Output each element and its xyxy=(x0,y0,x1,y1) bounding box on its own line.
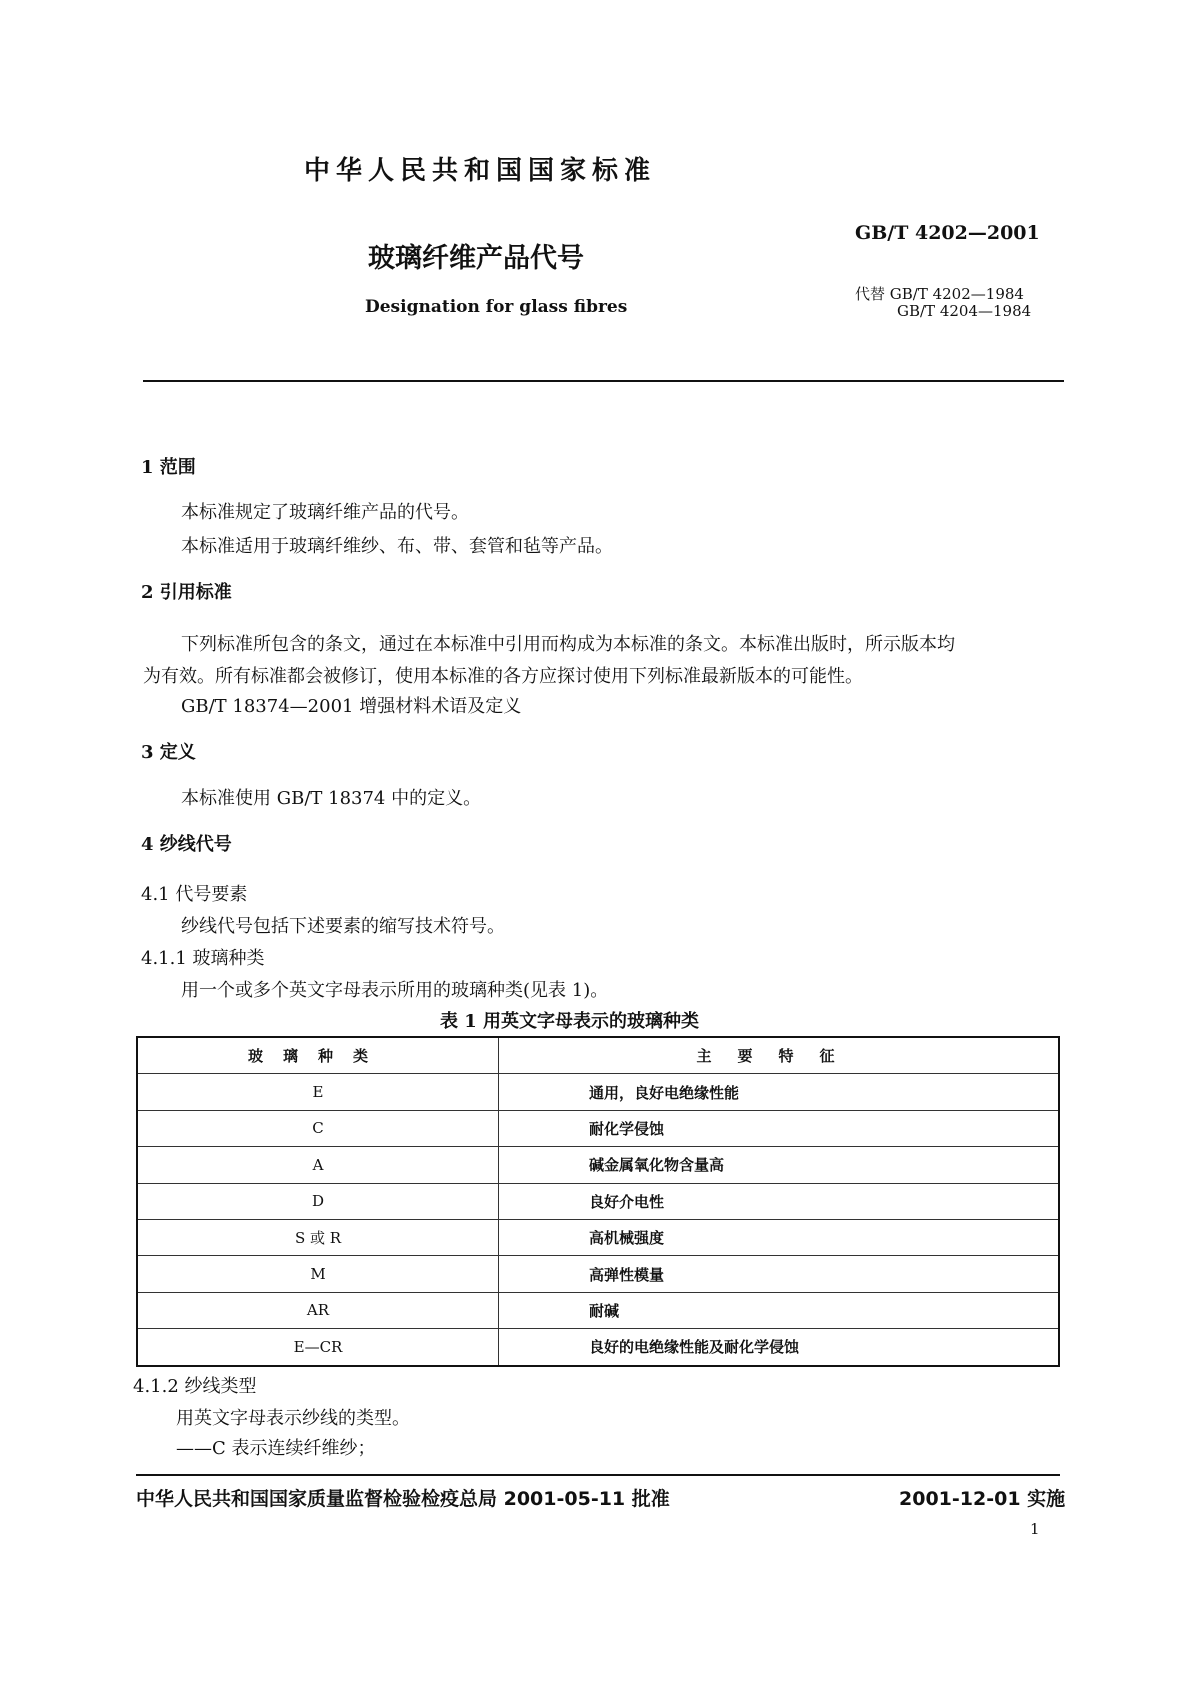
section-3-heading: 3 定义 xyxy=(141,742,196,763)
replaces-standard-1: 代替 GB/T 4202—1984 xyxy=(855,285,1024,303)
approval-issuer: 中华人民共和国国家质量监督检验检疫总局 2001-05-11 批准 xyxy=(136,1488,670,1510)
header-divider xyxy=(143,380,1064,382)
section-2-paragraph-line-2: 为有效。所有标准都会被修订，使用本标准的各方应探讨使用下列标准最新版本的可能性。 xyxy=(143,666,863,687)
glass-type-cell: C xyxy=(137,1110,499,1146)
main-feature-cell: 通用，良好电绝缘性能 xyxy=(499,1074,1060,1110)
main-feature-cell: 耐碱 xyxy=(499,1292,1060,1328)
table-row xyxy=(137,1219,1059,1255)
section-4-heading: 4 纱线代号 xyxy=(141,834,232,855)
glass-type-cell: M xyxy=(137,1256,499,1292)
glass-type-cell: D xyxy=(137,1183,499,1219)
section-2-paragraph-line-1: 下列标准所包含的条文，通过在本标准中引用而构成为本标准的条文。本标准出版时，所示版本均 xyxy=(181,634,955,655)
section-4-1-2-paragraph-2: ——C 表示连续纤维纱； xyxy=(176,1438,376,1459)
section-4-1-heading: 4.1 代号要素 xyxy=(141,884,248,905)
table-row xyxy=(137,1329,1059,1366)
national-standard-heading: 中华人民共和国国家标准 xyxy=(304,156,657,186)
glass-type-cell: E xyxy=(137,1074,499,1110)
table-row xyxy=(137,1074,1059,1110)
main-feature-cell: 良好介电性 xyxy=(499,1183,1060,1219)
section-1-paragraph-2: 本标准适用于玻璃纤维纱、布、带、套管和毡等产品。 xyxy=(181,536,613,557)
table-row xyxy=(137,1256,1059,1292)
main-feature-cell: 高机械强度 xyxy=(499,1219,1060,1255)
page-number: 1 xyxy=(1030,1520,1040,1538)
main-feature-cell: 良好的电绝缘性能及耐化学侵蚀 xyxy=(499,1329,1060,1366)
table-row xyxy=(137,1292,1059,1328)
column-header-main-feature: 主要特征 xyxy=(499,1037,1060,1074)
section-4-1-2-paragraph-1: 用英文字母表示纱线的类型。 xyxy=(176,1408,410,1429)
replaces-standard-2: GB/T 4204—1984 xyxy=(897,302,1032,320)
table-header-row xyxy=(137,1037,1059,1074)
glass-types-table xyxy=(136,1036,1060,1367)
effective-date: 2001-12-01 实施 xyxy=(899,1488,1066,1510)
section-4-1-2-heading: 4.1.2 纱线类型 xyxy=(133,1376,257,1397)
main-feature-cell: 耐化学侵蚀 xyxy=(499,1110,1060,1146)
main-feature-cell: 碱金属氧化物含量高 xyxy=(499,1147,1060,1183)
section-2-heading: 2 引用标准 xyxy=(141,582,232,603)
glass-type-cell: A xyxy=(137,1147,499,1183)
document-subtitle: Designation for glass fibres xyxy=(365,297,628,317)
section-1-paragraph-1: 本标准规定了玻璃纤维产品的代号。 xyxy=(181,502,469,523)
table-row xyxy=(137,1110,1059,1146)
table-1-caption: 表 1 用英文字母表示的玻璃种类 xyxy=(440,1011,700,1032)
column-header-glass-type: 玻璃种类 xyxy=(137,1037,499,1074)
table-row xyxy=(137,1147,1059,1183)
section-4-1-1-heading: 4.1.1 玻璃种类 xyxy=(141,948,265,969)
glass-type-cell: S 或 R xyxy=(137,1219,499,1255)
normative-reference: GB/T 18374—2001 增强材料术语及定义 xyxy=(181,696,522,717)
standard-number: GB/T 4202—2001 xyxy=(855,222,1040,244)
section-4-1-1-paragraph: 用一个或多个英文字母表示所用的玻璃种类(见表 1)。 xyxy=(181,980,609,1001)
section-3-paragraph: 本标准使用 GB/T 18374 中的定义。 xyxy=(181,788,482,809)
document-title: 玻璃纤维产品代号 xyxy=(368,243,584,274)
section-1-heading: 1 范围 xyxy=(141,457,196,478)
table-row xyxy=(137,1183,1059,1219)
glass-type-cell: E—CR xyxy=(137,1329,499,1366)
section-4-1-paragraph: 纱线代号包括下述要素的缩写技术符号。 xyxy=(181,916,505,937)
footer-divider xyxy=(136,1474,1060,1476)
glass-type-cell: AR xyxy=(137,1292,499,1328)
main-feature-cell: 高弹性模量 xyxy=(499,1256,1060,1292)
